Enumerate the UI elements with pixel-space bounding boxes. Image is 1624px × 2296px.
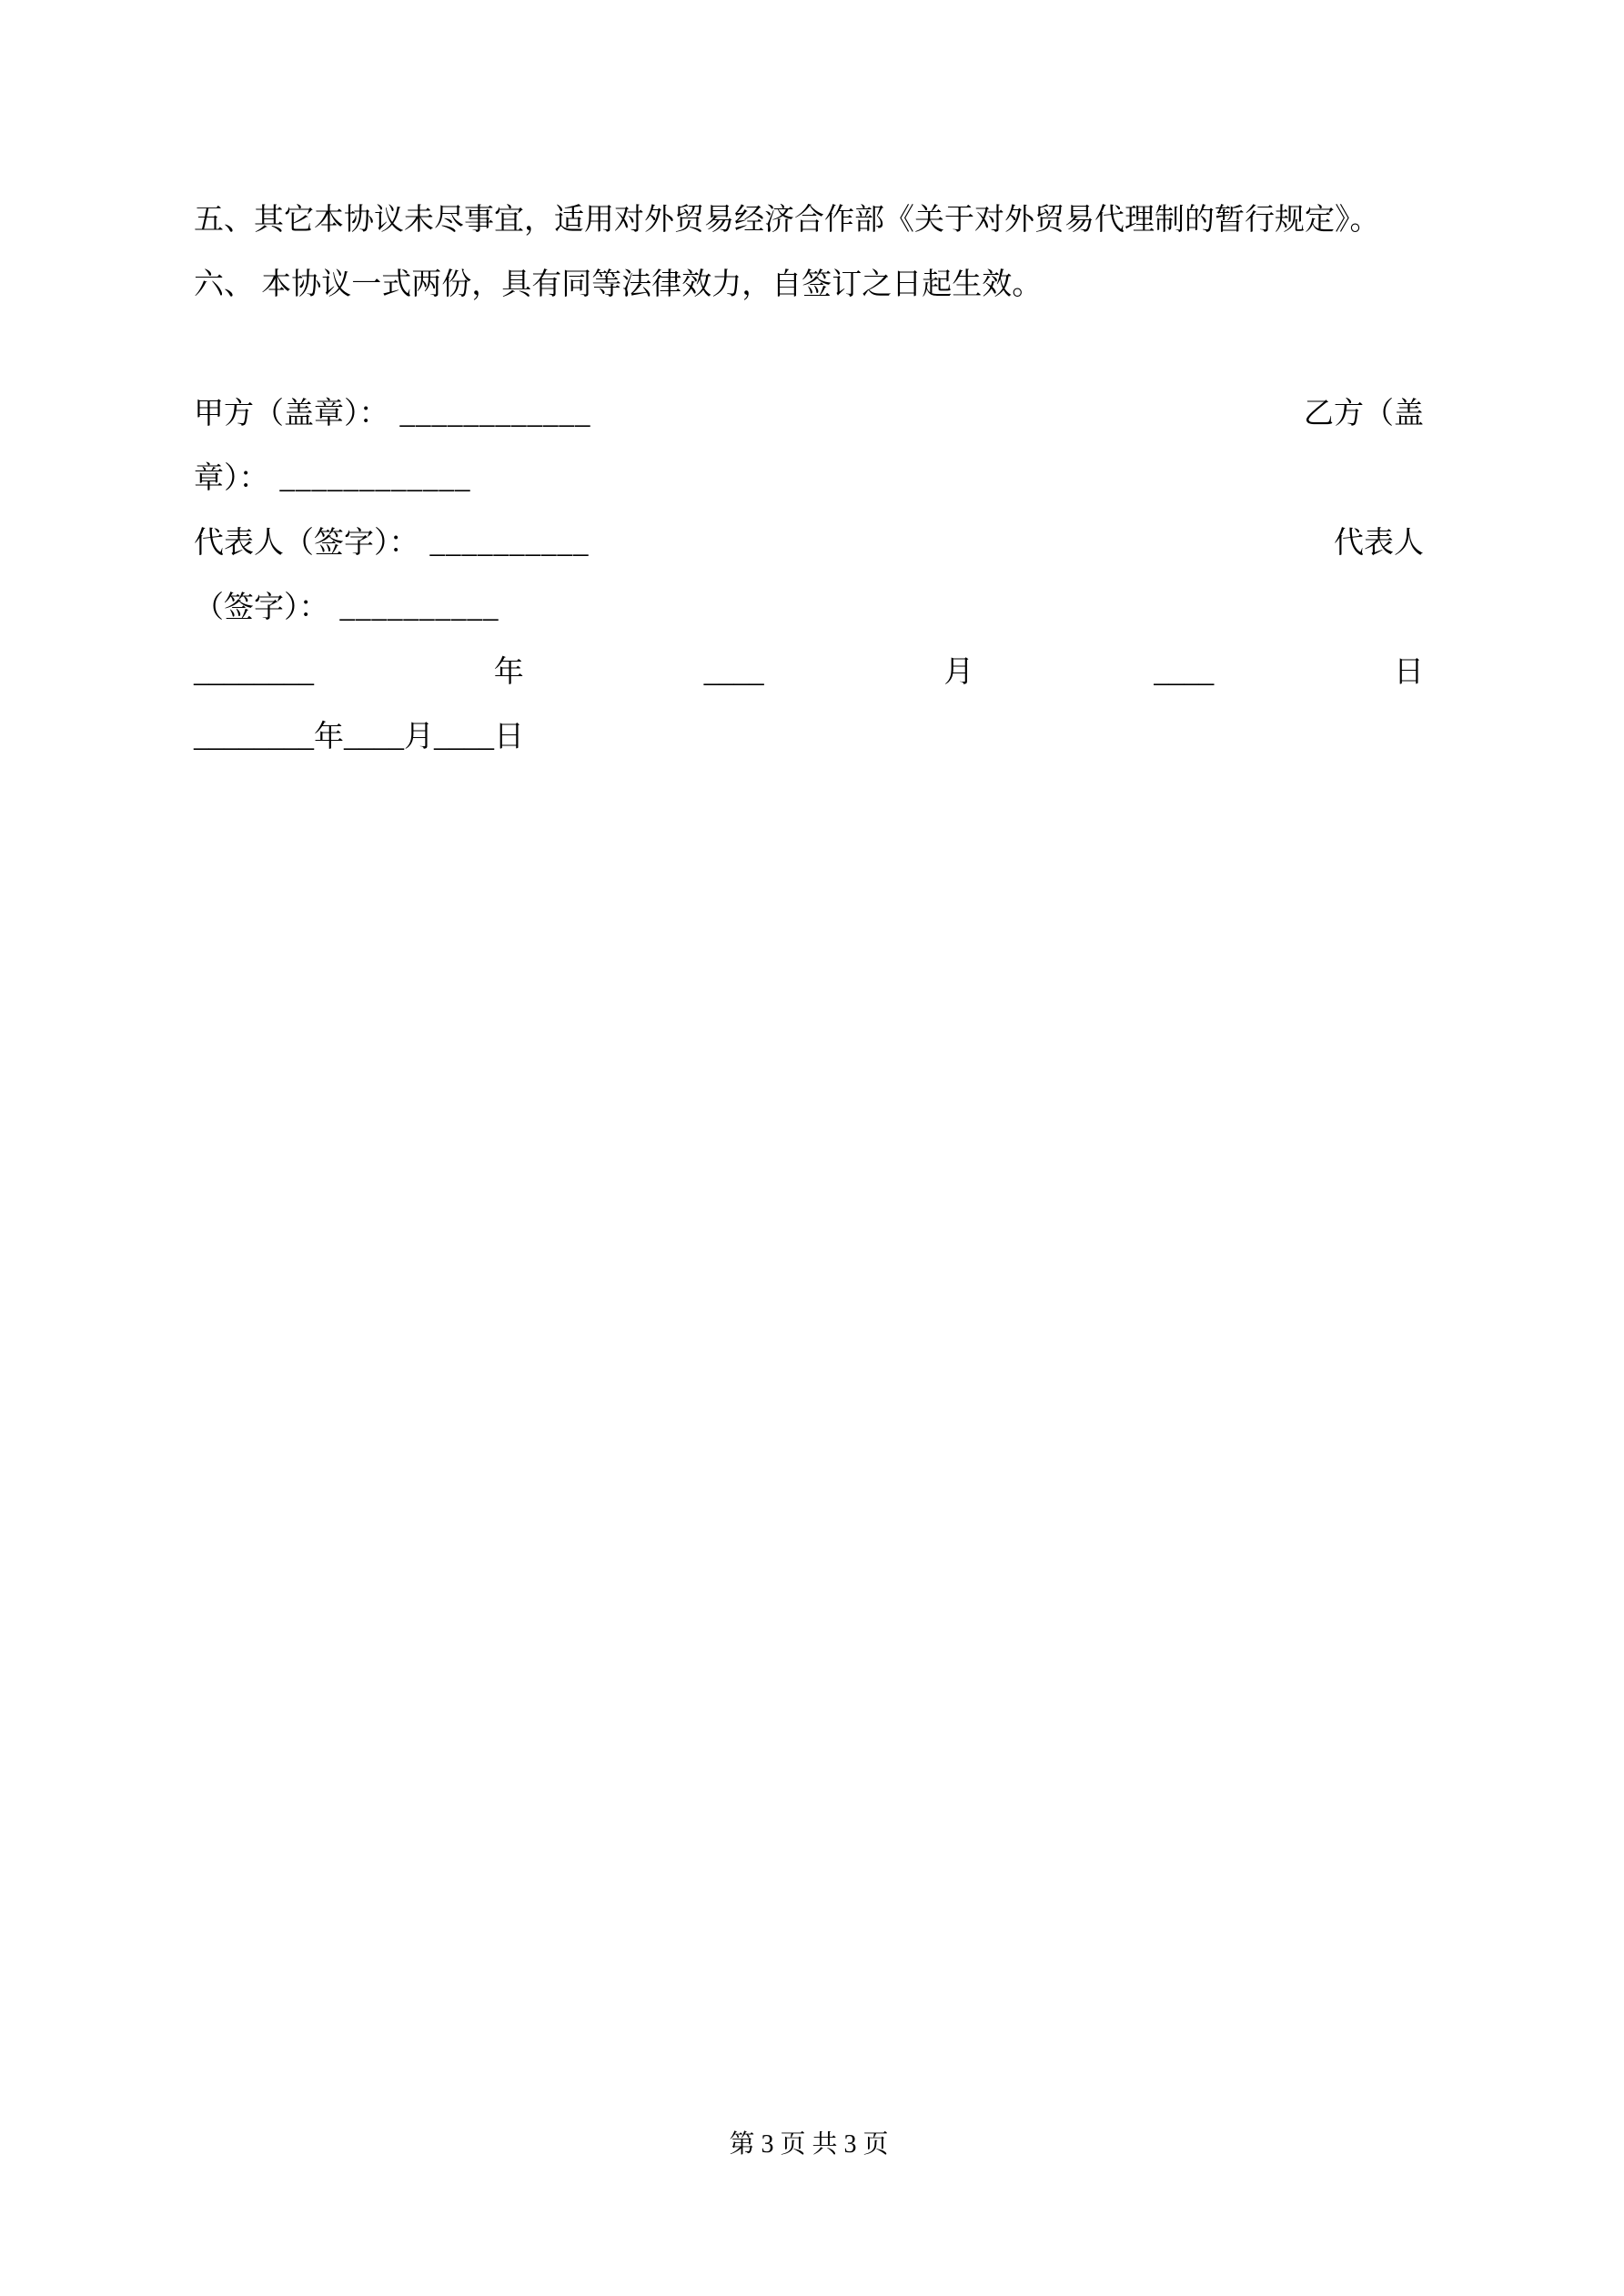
representative-row-continuation (194, 576, 1424, 641)
party-a-seal-blank: ____________ (399, 398, 591, 430)
party-a-date-year-blank: ________ (194, 656, 314, 689)
party-a-seal (194, 382, 591, 447)
page-footer (194, 2127, 1424, 2163)
party-b-date-row (194, 705, 1424, 770)
clause-six: 六、 本协议一式两份，具有同等法律效力，自签订之日起生效。 (194, 268, 1043, 301)
party-b-rep-label-continued: （签字）： (194, 592, 329, 624)
party-a-date-year-label: 年 (493, 656, 524, 689)
party-a-rep-label: 代表人（签字）： (194, 527, 419, 560)
page-number: 第 3 页 共 3 页 (729, 2130, 889, 2159)
document-content (194, 188, 1424, 770)
party-b-rep-blank: __________ (339, 592, 499, 624)
signature-block (194, 382, 1424, 770)
party-b-seal-blank: ____________ (279, 462, 471, 495)
party-a-date-day-label: 日 (1393, 656, 1424, 689)
party-a-rep-blank: __________ (429, 527, 590, 560)
party-a-date-day-blank: ____ (1154, 656, 1215, 689)
party-b-seal-label-continued: 章）： (194, 462, 269, 495)
clause-five: 五、其它本协议未尽事宜，适用对外贸易经济合作部《关于对外贸易代理制的暂行规定》。 (194, 204, 1380, 237)
party-a-date-month-label: 月 (943, 656, 974, 689)
seal-row-continuation (194, 447, 1424, 511)
party-a-date-month-blank: ____ (703, 656, 764, 689)
party-b-date-compact: ________年____月____日 (194, 721, 524, 754)
party-b-rep-label-wrapped: 代表人 (1334, 527, 1424, 560)
party-b-seal-label-wrapped: 乙方（盖 (1304, 398, 1424, 430)
party-a-representative (194, 511, 590, 576)
representative-row (194, 511, 1424, 576)
party-a-seal-label: 甲方（盖章）： (194, 398, 389, 430)
party-a-date-row (194, 641, 1424, 705)
seal-row (194, 382, 1424, 447)
